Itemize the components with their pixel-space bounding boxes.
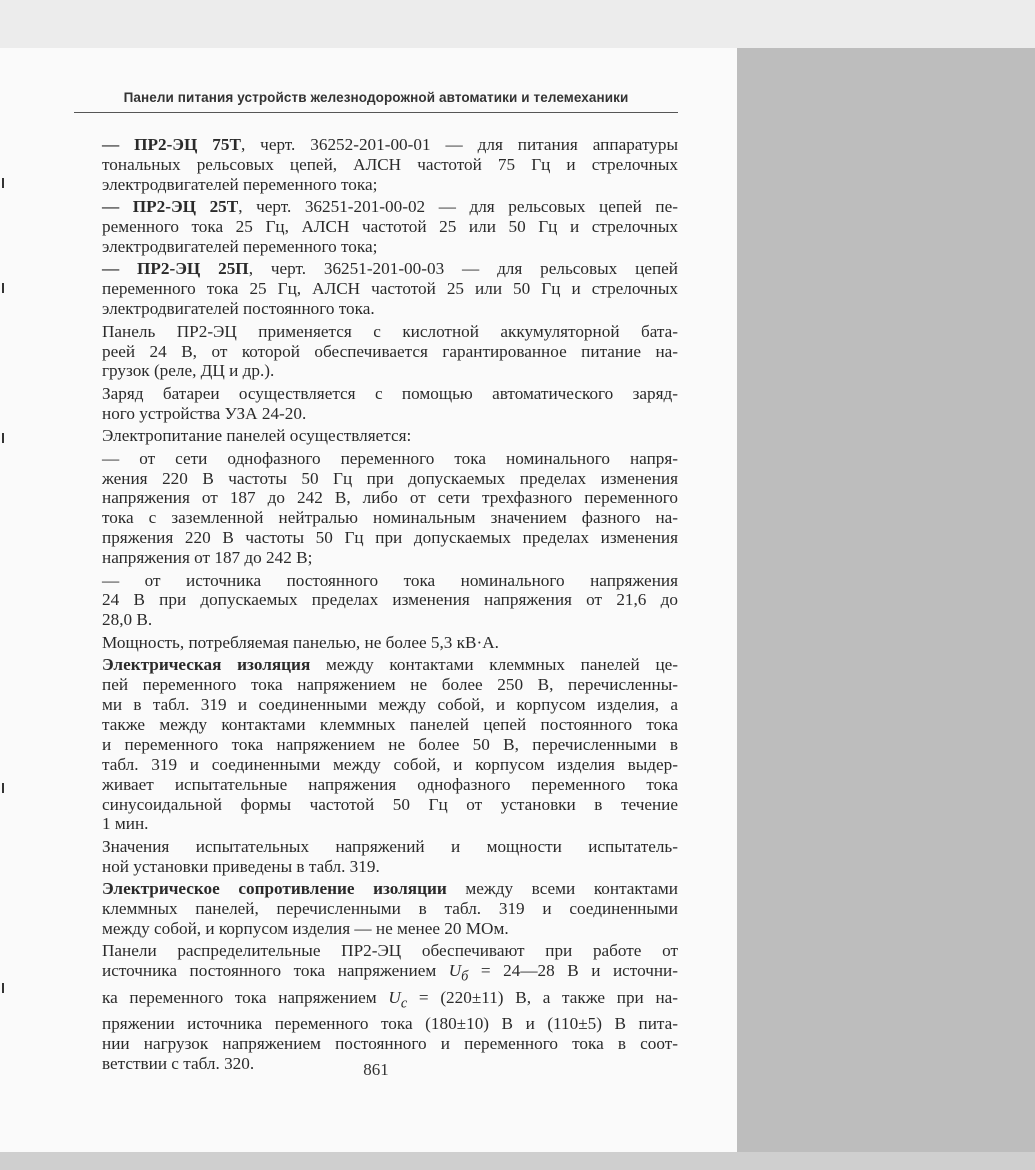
text-line: 24 В при допускаемых пределах изменения напряжения от 21,6 до [102, 590, 678, 610]
page-body [74, 135, 678, 1074]
header-rule [74, 112, 678, 113]
item-pr2-ec-75t [74, 135, 678, 195]
text-line: нии нагрузок напряжением постоянного и переменного тока в соот- [102, 1033, 678, 1053]
paragraph-supply-intro [74, 426, 678, 446]
text-line: Электропитание панелей осуществляется: [102, 426, 412, 446]
item-text: , черт. 36251-201-00-03 — для рельсовых цепей [248, 259, 678, 279]
text-line: грузок (реле, ДЦ и др.). [102, 361, 275, 381]
text-line: Панель ПР2-ЭЦ применяется с кислотной аккумуляторной бата- [102, 321, 678, 341]
text-line: табл. 319 и соединенными между собой, и корпусом изделия выдер- [102, 754, 678, 774]
paragraph-supply-ac [74, 449, 678, 568]
voltage-subscript: с [400, 995, 408, 1012]
item-text: , черт. 36252-201-00-01 — для питания аппаратуры [240, 135, 678, 154]
text-line: клеммных панелей, перечисленными в табл. 319 и соединенными [102, 899, 678, 919]
text-line: тока с заземленной нейтралью номинальным значением фазного на- [102, 508, 678, 528]
text-line: реей 24 В, от которой обеспечивается гарантированное питание на- [102, 341, 678, 361]
text-line: пряжении источника переменного тока (180±10) В и (110±5) В пита- [102, 1013, 678, 1033]
binding-mark [2, 783, 4, 793]
text-line: между всеми контактами [446, 879, 678, 899]
text-line: пей переменного тока напряжением не более 250 В, перечисленны- [102, 675, 678, 695]
item-pr2-ec-25p [74, 259, 678, 319]
text-line: ветствии с табл. 320. [102, 1053, 255, 1073]
scan-background-top [0, 0, 1035, 48]
text-line: также между контактами клеммных панелей цепей постоянного тока [102, 714, 678, 734]
text-line: Панели распределительные ПР2-ЭЦ обеспечивают при работе от [102, 941, 678, 961]
scan-background-bottom [0, 1152, 1035, 1170]
binding-mark [2, 283, 4, 293]
text-line: электродвигателей постоянного тока. [102, 299, 375, 319]
item-title: — ПР2-ЭЦ 25П [102, 259, 249, 279]
page-number: 861 [363, 1060, 389, 1079]
text-line: напряжения от 187 до 242 В; [102, 548, 313, 568]
text-line: электродвигателей переменного тока; [102, 237, 378, 257]
text-segment: = (220±11) В, а также при на- [407, 987, 678, 1007]
text-line: напряжения от 187 до 242 В, либо от сети трехфазного переменного [102, 488, 678, 508]
item-text: , черт. 36251-201-00-02 — для рельсовых цепей пе- [238, 197, 678, 217]
paragraph-power [74, 633, 678, 653]
text-line: живает испытательные напряжения однофазного переменного тока [102, 774, 678, 794]
running-head: Панели питания устройств железнодорожной автоматики и телемеханики [123, 90, 629, 105]
text-line: Значения испытательных напряжений и мощности испытатель- [102, 836, 678, 856]
text-line: между контактами клеммных панелей це- [310, 655, 678, 675]
paragraph-resistance [74, 879, 678, 939]
text-line: синусоидальной формы частотой 50 Гц от установки в течение [102, 794, 678, 814]
text-line: Мощность, потребляемая панелью, не более 5,3 кВ·А. [102, 632, 499, 652]
term-resistance: Электрическое сопротивление изоляции [102, 879, 447, 899]
text-line: между собой, и корпусом изделия — не менее 20 МОм. [102, 918, 509, 938]
text-line: пряжения 220 В частоты 50 Гц при допускаемых пределах изменения [102, 528, 678, 548]
text-line: и переменного тока напряжением не более 50 В, перечисленными в [102, 734, 678, 754]
paragraph-supply-dc [74, 571, 678, 631]
paragraph-test-values [74, 837, 678, 877]
binding-mark [2, 983, 4, 993]
text-segment: ка переменного тока напряжением [102, 987, 389, 1007]
text-line: ременного тока 25 Гц, АЛСН частотой 25 или 50 Гц и стрелочных [102, 217, 678, 237]
item-pr2-ec-25t [74, 197, 678, 257]
text-line: жения 220 В частоты 50 Гц при допускаемых пределах изменения [102, 468, 678, 488]
text-line: ной установки приведены в табл. 319. [102, 856, 380, 876]
text-line: ми в табл. 319 и соединенными между собой, и корпусом изделия, а [102, 694, 678, 714]
paragraph-insulation [74, 655, 678, 834]
binding-mark [2, 433, 4, 443]
text-line: электродвигателей переменного тока; [102, 174, 378, 194]
item-title: — ПР2-ЭЦ 75Т [102, 135, 241, 154]
text-line: переменного тока 25 Гц, АЛСН частотой 25 или 50 Гц и стрелочных [102, 279, 678, 299]
item-title: — ПР2-ЭЦ 25Т [102, 197, 239, 217]
text-line: 28,0 В. [102, 610, 153, 630]
scan-background-right [737, 48, 1035, 1158]
text-line: — от сети однофазного переменного тока номинального напря- [102, 448, 678, 468]
voltage-symbol: U [448, 961, 462, 981]
voltage-subscript: б [461, 968, 469, 985]
text-segment: = 24—28 В и источни- [468, 961, 678, 981]
text-line: ного устройства УЗА 24-20. [102, 403, 307, 423]
paragraph-battery [74, 322, 678, 382]
text-line: Заряд батареи осуществляется с помощью автоматического заряд- [102, 383, 678, 403]
text-segment: источника постоянного тока напряжением [102, 961, 449, 981]
text-line: 1 мин. [102, 814, 149, 834]
voltage-symbol: U [388, 987, 401, 1007]
term-insulation: Электрическая изоляция [102, 655, 311, 675]
paragraph-final [74, 941, 678, 1073]
text-line: — от источника постоянного тока номинального напряжения [102, 570, 678, 590]
binding-mark [2, 178, 4, 188]
text-line: тональных рельсовых цепей, АЛСН частотой 75 Гц и стрелочных [102, 154, 678, 174]
paragraph-charge [74, 384, 678, 424]
